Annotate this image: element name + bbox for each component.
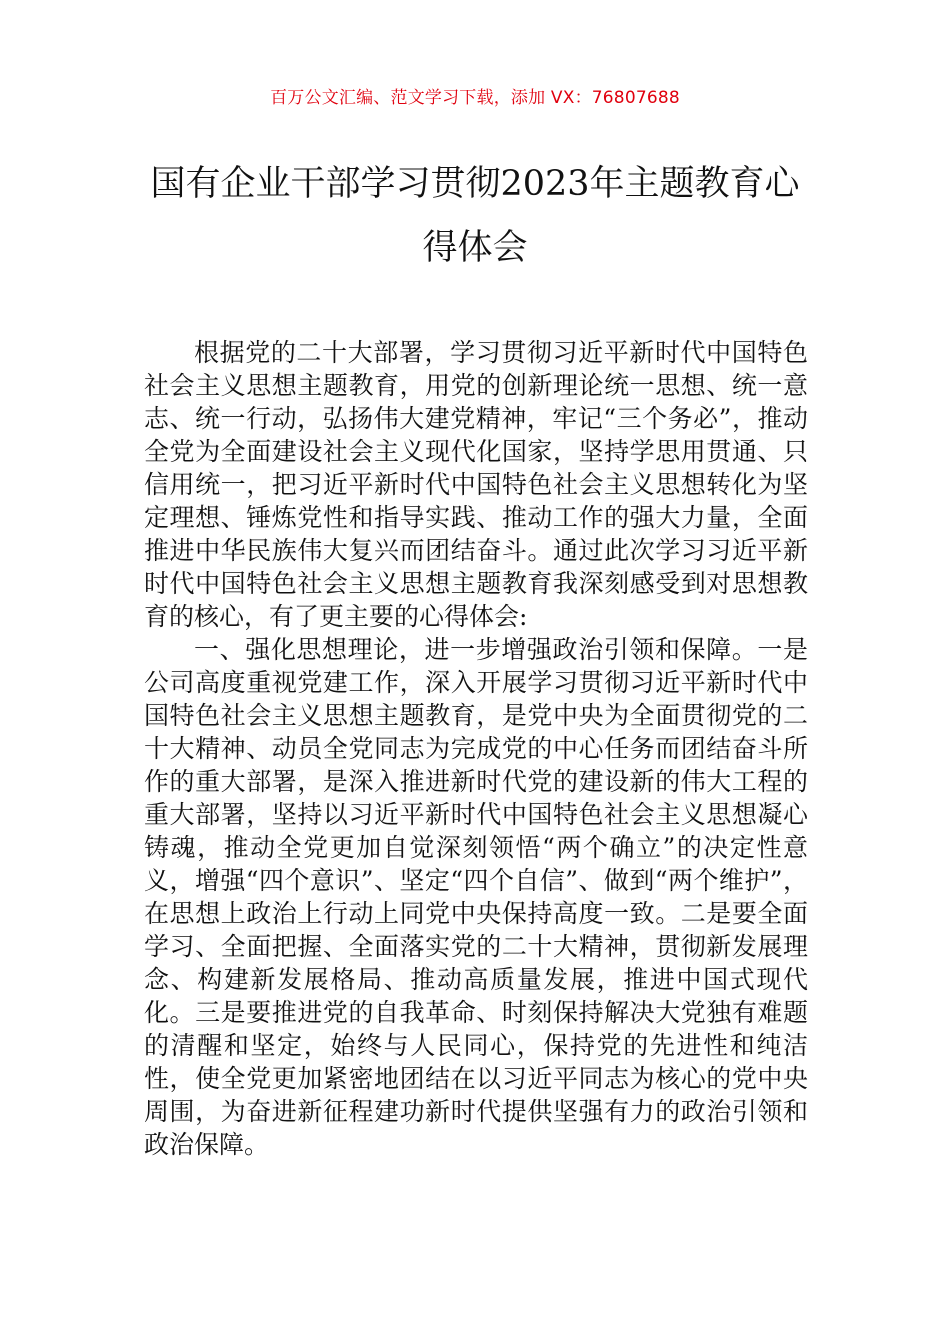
paragraph-section-one: 一、强化思想理论，进一步增强政治引领和保障。一是公司高度重视党建工作，深入开展学习贯彻习近平新时代中国特色社会主义思想主题教育，是党中央为全面贯彻党的二十大精神、动员全党同志为完成党的中心任务而团结奋斗所作的重大部署，是深入推进新时代党的建设新的伟大工程的重大部署，坚持以习近平新时代中国特色社会主义思想凝心铸魂，推动全党更加自觉深刻领悟“两个确立”的决定性意义，增强“四个意识”、坚定“四个自信”、做到“两个维护”，在思想上政治上行动上同党中央保持高度一致。二是要全面学习、全面把握、全面落实党的二十大精神，贯彻新发展理念、构建新发展格局、推动高质量发展，推进中国式现代化。三是要推进党的自我革命、时刻保持解决大党独有难题的清醒和坚定，始终与人民同心，保持党的先进性和纯洁性，使全党更加紧密地团结在以习近平同志为核心的党中央周围，为奋进新征程建功新时代提供坚强有力的政治引领和政治保障。 [144, 635, 808, 1159]
paragraph-intro: 根据党的二十大部署，学习贯彻习近平新时代中国特色社会主义思想主题教育，用党的创新理论统一思想、统一意志、统一行动，弘扬伟大建党精神，牢记“三个务必”，推动全党为全面建设社会主义现代化国家，坚持学思用贯通、只信用统一，把习近平新时代中国特色社会主义思想转化为坚定理想、锤炼党性和指导实践、推动工作的强大力量，全面推进中华民族伟大复兴而团结奋斗。通过此次学习习近平新时代中国特色社会主义思想主题教育我深刻感受到对思想教育的核心，有了更主要的心得体会: [144, 338, 808, 631]
document-body [144, 336, 808, 1161]
header-note: 百万公文汇编、范文学习下载，添加 VX：76807688 [270, 88, 680, 108]
document-title: 国有企业干部学习贯彻2023年主题教育心得体会 [150, 164, 800, 268]
